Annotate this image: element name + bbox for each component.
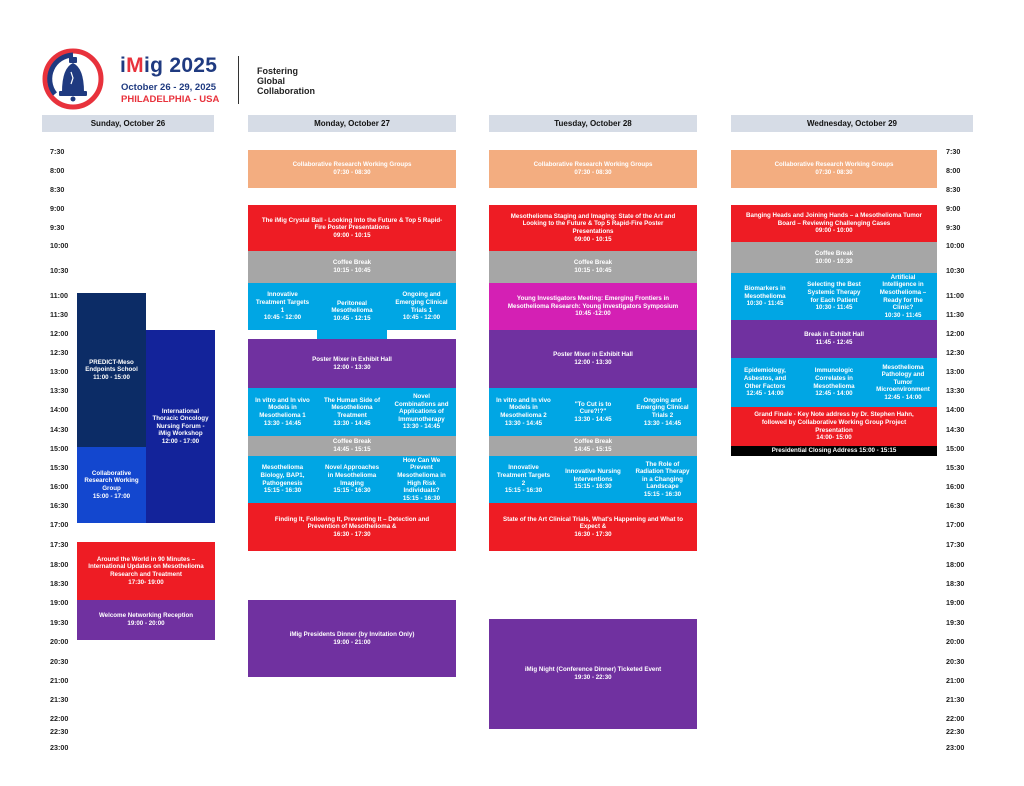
session-text-line: Selecting the Best — [807, 281, 861, 289]
time-label: 18:00 — [946, 560, 965, 569]
session-text-line: Mesothelioma — [813, 382, 855, 390]
time-label: 12:30 — [50, 348, 69, 357]
session-text-line: 10:15 - 10:45 — [333, 267, 371, 274]
session-text-line: 07:30 - 08:30 — [815, 169, 853, 176]
session-text-line: 15:15 - 16:30 — [402, 494, 441, 502]
session-text-line: High Risk — [407, 479, 436, 487]
time-label: 8:30 — [50, 185, 65, 194]
session-block[interactable] — [146, 330, 215, 523]
session-text-line: In vitro and In vivo — [496, 396, 551, 404]
time-label: 21:00 — [946, 676, 965, 685]
session-text-line: 14:45 - 15:15 — [333, 446, 371, 453]
session-text-line: Emerging Clinical — [395, 298, 448, 306]
session-text-line: 09:00 - 10:00 — [815, 227, 853, 235]
time-label: 22:30 — [50, 727, 69, 736]
time-label: 17:00 — [946, 520, 965, 529]
time-label: 19:30 — [50, 618, 69, 627]
time-label: 10:00 — [50, 241, 69, 250]
session-block[interactable] — [489, 619, 697, 729]
session-block[interactable] — [558, 388, 628, 436]
session-block[interactable] — [731, 242, 937, 273]
day-header-sunday: Sunday, October 26 — [42, 115, 214, 132]
time-label: 19:00 — [946, 598, 965, 607]
session-text-line: Mesothelioma Staging and Imaging: State of the Art and — [510, 212, 676, 220]
session-text-line: Grand Finale - Key Note address by Dr. Stephen Hahn, — [754, 411, 914, 419]
session-block[interactable] — [731, 407, 937, 446]
session-block[interactable] — [489, 330, 697, 388]
session-text-line: Pathogenesis — [262, 479, 303, 487]
session-text-line: Novel — [413, 393, 430, 401]
session-text-line: Mesothelioma — [882, 363, 924, 371]
time-label: 18:30 — [50, 579, 69, 588]
time-label: 14:30 — [50, 425, 69, 434]
session-text-line: Cure?!?" — [579, 408, 607, 416]
session-text-line: 07:30 - 08:30 — [333, 169, 371, 176]
session-text-line: 15:15 - 16:30 — [574, 483, 612, 491]
session-text-line: 16:30 - 17:30 — [333, 530, 371, 538]
session-text-line: 16:30 - 17:30 — [574, 530, 612, 538]
time-label: 12:30 — [946, 348, 965, 357]
time-label: 14:00 — [946, 405, 965, 414]
session-text-line: Innovative Nursing — [565, 468, 621, 476]
session-text-line: 12:00 - 13:30 — [574, 359, 612, 366]
time-label: 15:30 — [50, 463, 69, 472]
session-text-line: 10:30 - 11:45 — [884, 311, 922, 319]
conference-title: iMig 2025 — [120, 54, 218, 77]
session-text-line: Finding It, Following It, Preventing It – Detection and — [274, 515, 430, 523]
tagline: Fostering Global Collaboration — [257, 66, 315, 96]
time-label: 9:00 — [946, 204, 961, 213]
session-text-line: 15:15 - 16:30 — [643, 490, 682, 498]
session-text-line: Immunologic — [814, 367, 854, 375]
session-text-line: 2 — [521, 479, 526, 487]
session-text-line: "To Cut is to — [574, 400, 612, 408]
session-block[interactable] — [731, 320, 937, 358]
session-text-line: Microenvironment — [876, 386, 930, 394]
session-text-line: Asbestos, and — [743, 374, 787, 382]
session-block[interactable] — [248, 503, 456, 551]
session-text-line: In vitro and In vivo — [255, 396, 310, 404]
session-text-line: followed by Collaborative Working Group Project — [761, 418, 907, 426]
session-text-line: 13:30 - 14:45 — [643, 419, 682, 427]
time-label: 21:00 — [50, 676, 69, 685]
day-header-monday: Monday, October 27 — [248, 115, 456, 132]
session-text-line: The Role of — [645, 460, 680, 468]
time-label: 14:30 — [946, 425, 965, 434]
session-text-line: Presentation — [815, 426, 853, 434]
session-block[interactable] — [317, 388, 387, 436]
session-text-line: Models in — [509, 404, 538, 412]
session-text-line: Collaborative — [91, 469, 132, 477]
session-text-line: 1 — [280, 306, 285, 314]
session-block[interactable] — [248, 339, 456, 388]
session-block[interactable] — [731, 446, 937, 456]
session-block[interactable] — [799, 273, 869, 320]
session-text-line: 13:30 - 14:45 — [333, 419, 371, 427]
time-label: 19:30 — [946, 618, 965, 627]
session-text-line: Treatment — [337, 412, 367, 419]
session-text-line: 11:00 - 15:00 — [93, 373, 130, 381]
session-text-line: Applications of — [399, 408, 444, 416]
session-block[interactable] — [387, 283, 456, 330]
session-text-line: Combinations and — [394, 400, 449, 408]
session-text-line: 10:45 -12:00 — [575, 310, 611, 318]
session-text-line: Research and Treatment — [110, 571, 182, 578]
session-block[interactable] — [387, 388, 456, 436]
time-label: 15:00 — [946, 444, 965, 453]
session-text-line: Break in Exhibit Hall — [804, 331, 864, 339]
session-block[interactable] — [869, 273, 937, 320]
session-text-line: 09:00 - 10:15 — [333, 231, 371, 239]
session-text-line: PREDICT-Meso — [89, 358, 134, 366]
session-text-line: 15:15 - 16:30 — [263, 487, 302, 495]
time-label: 13:00 — [946, 367, 965, 376]
session-block[interactable] — [248, 388, 317, 436]
session-block[interactable] — [317, 456, 387, 503]
session-text-line: 12:00 - 17:00 — [161, 437, 200, 445]
session-text-line: Welcome Networking Reception — [98, 612, 194, 620]
session-text-line: Presentations — [572, 228, 614, 235]
time-label: 18:30 — [946, 579, 965, 588]
session-block[interactable] — [489, 251, 697, 283]
session-text-line: Epidemiology, — [744, 367, 786, 375]
session-block[interactable] — [628, 456, 697, 503]
session-text-line: Group — [102, 485, 121, 492]
session-text-line: Coffee Break — [573, 438, 613, 446]
session-text-line: Novel Approaches — [324, 464, 380, 472]
session-text-line: Treatment Targets — [255, 298, 310, 306]
session-text-line: Coffee Break — [332, 438, 372, 446]
session-text-line: Mesothelioma in — [397, 471, 446, 479]
session-text-line: How Can We — [402, 456, 441, 464]
session-block[interactable] — [248, 205, 456, 251]
session-block[interactable] — [489, 388, 558, 436]
day-header-wednesday: Wednesday, October 29 — [731, 115, 973, 132]
session-text-line: Fire Poster Presentations — [314, 224, 390, 232]
session-text-line: iMig Presidents Dinner (by Invitation Only) — [289, 630, 415, 638]
time-label: 22:00 — [50, 714, 69, 723]
session-text-line: Models in — [268, 404, 297, 412]
session-text-line: Artificial — [890, 273, 916, 281]
session-block[interactable] — [489, 503, 697, 551]
session-text-line: 13:30 - 14:45 — [504, 419, 543, 427]
time-label: 13:00 — [50, 367, 69, 376]
session-text-line: 07:30 - 08:30 — [574, 169, 612, 176]
session-text-line: Biology, BAP1, — [260, 471, 305, 479]
time-label: 10:00 — [946, 241, 965, 250]
session-text-line: Prevention of Mesothelioma & — [307, 523, 397, 531]
time-label: 20:30 — [50, 657, 69, 666]
session-block[interactable] — [489, 150, 697, 188]
conference-logo — [40, 48, 340, 108]
session-text-line: Collaborative Research Working Groups — [533, 161, 653, 169]
session-text-line: Treatment Targets — [496, 471, 551, 479]
time-label: 23:00 — [946, 743, 965, 752]
session-block[interactable] — [731, 273, 799, 320]
session-block[interactable] — [248, 436, 456, 456]
session-text-line: 13:30 - 14:45 — [574, 415, 612, 423]
session-text-line: 13:30 - 14:45 — [402, 423, 441, 431]
session-text-line: Board – Reviewing Challenging Cases — [777, 219, 891, 227]
session-text-line: Expect & — [579, 523, 607, 531]
time-label: 8:30 — [946, 185, 961, 194]
time-label: 10:30 — [946, 266, 965, 275]
time-label: 20:00 — [946, 637, 965, 646]
session-text-line: 10:45 - 12:00 — [263, 314, 302, 322]
time-label: 15:00 — [50, 444, 69, 453]
session-block[interactable] — [628, 388, 697, 436]
session-text-line: Ongoing and — [402, 291, 441, 299]
session-block[interactable] — [77, 447, 146, 523]
session-block[interactable] — [731, 150, 937, 188]
session-text-line: 19:00 - 20:00 — [127, 620, 165, 627]
time-label: 16:30 — [946, 501, 965, 510]
session-text-line: Intelligence in — [882, 281, 924, 289]
session-text-line: Mesothelioma — [331, 404, 373, 412]
session-text-line: 19:00 - 21:00 — [333, 638, 371, 646]
session-text-line: 09:00 - 10:15 — [574, 235, 612, 243]
time-label: 11:30 — [50, 310, 68, 319]
time-label: 9:00 — [50, 204, 65, 213]
session-text-line: Systemic Therapy — [807, 288, 861, 296]
time-label: 19:00 — [50, 598, 69, 607]
time-label: 18:00 — [50, 560, 69, 569]
session-text-line: 10:45 - 12:15 — [333, 314, 371, 322]
session-text-line: 19:30 - 22:30 — [574, 674, 612, 681]
time-label: 16:00 — [50, 482, 69, 491]
session-text-line: 12:45 - 14:00 — [815, 390, 853, 398]
session-text-line: Radiation Therapy — [635, 468, 690, 476]
session-text-line: Trials 2 — [651, 412, 674, 419]
time-label: 13:30 — [50, 386, 69, 395]
session-text-line: Interventions — [573, 475, 613, 483]
session-block[interactable] — [558, 456, 628, 503]
session-block[interactable] — [248, 150, 456, 188]
session-text-line: Immunotherapy — [398, 415, 445, 423]
time-label: 11:30 — [946, 310, 964, 319]
session-text-line: Collaborative Research Working Groups — [292, 161, 412, 169]
time-label: 7:30 — [946, 147, 961, 156]
time-label: 11:00 — [50, 291, 68, 300]
conference-city: PHILADELPHIA - USA — [121, 94, 220, 105]
session-text-line: 11:45 - 12:45 — [815, 339, 853, 346]
session-text-line: Innovative — [267, 291, 298, 299]
session-text-line: Poster Mixer in Exhibit Hall — [312, 355, 392, 363]
session-text-line: Research Working — [84, 477, 139, 485]
time-label: 22:00 — [946, 714, 965, 723]
session-text-line: Thoracic Oncology — [152, 415, 209, 423]
session-text-line: Coffee Break — [573, 259, 613, 267]
session-text-line: 10:30 - 11:45 — [815, 304, 853, 312]
session-text-line: 10:15 - 10:45 — [574, 267, 612, 274]
session-text-line: 12:45 - 14:00 — [746, 390, 784, 398]
session-text-line: Mesothelioma — [261, 464, 304, 472]
session-text-line: The Human Side of — [323, 396, 381, 404]
session-block[interactable] — [387, 456, 456, 503]
session-block[interactable] — [731, 358, 799, 407]
time-label: 20:00 — [50, 637, 69, 646]
session-text-line: 10:45 - 12:00 — [402, 314, 441, 322]
session-text-line: Mesothelioma 1 — [259, 412, 306, 419]
session-text-line: in a Changing — [642, 475, 683, 483]
session-block[interactable] — [248, 456, 317, 503]
session-text-line: Coffee Break — [814, 249, 854, 257]
session-text-line: iMig Night (Conference Dinner) Ticketed Event — [524, 666, 662, 674]
session-block[interactable] — [77, 542, 215, 600]
session-text-line: Ongoing and — [643, 396, 682, 404]
session-text-line: Ready for the — [883, 296, 923, 304]
session-block[interactable] — [77, 600, 215, 640]
session-text-line: Clinic? — [892, 304, 914, 312]
session-text-line: Banging Heads and Joining Hands – a Mesothelioma Tumor — [746, 212, 922, 220]
session-text-line: Presidential Closing Address 15:00 - 15:15 — [771, 447, 897, 455]
session-block[interactable] — [731, 205, 937, 242]
session-text-line: 17:30- 19:00 — [128, 578, 164, 586]
session-text-line: Nursing Forum - — [156, 422, 205, 430]
session-text-line: Other Factors — [744, 382, 786, 390]
session-block[interactable] — [799, 358, 869, 407]
time-label: 17:00 — [50, 520, 69, 529]
time-label: 21:30 — [946, 695, 965, 704]
time-label: 22:30 — [946, 727, 965, 736]
session-text-line: Looking to the Future & Top 5 Rapid-Fire Poster — [522, 220, 664, 228]
day-header-tuesday: Tuesday, October 28 — [489, 115, 697, 132]
time-label: 7:30 — [50, 147, 65, 156]
session-text-line: Innovative — [508, 464, 539, 472]
session-text-line: Imaging — [340, 479, 364, 487]
session-text-line: for Each Patient — [810, 296, 858, 304]
session-block[interactable] — [317, 283, 387, 339]
session-text-line: Mesothelioma — [331, 307, 373, 315]
session-text-line: Poster Mixer in Exhibit Hall — [553, 351, 633, 359]
time-label: 8:00 — [50, 166, 65, 175]
session-block[interactable] — [248, 251, 456, 283]
session-text-line: Around the World in 90 Minutes – — [96, 555, 196, 563]
time-label: 12:00 — [946, 329, 965, 338]
session-text-line: Individuals? — [403, 487, 440, 495]
session-text-line: Mesothelioma 2 — [500, 412, 547, 419]
time-label: 12:00 — [50, 329, 69, 338]
time-label: 23:00 — [50, 743, 69, 752]
conference-dates: October 26 - 29, 2025 — [121, 82, 217, 93]
liberty-bell-logo-icon — [42, 48, 106, 110]
time-label: 20:30 — [946, 657, 965, 666]
session-text-line: 14:00- 15:00 — [816, 434, 852, 442]
session-text-line: Prevent — [410, 464, 433, 472]
session-text-line: Endpoints School — [85, 366, 138, 374]
time-label: 17:30 — [50, 540, 69, 549]
session-text-line: Mesothelioma Research: Young Investigators Symposium — [507, 302, 679, 310]
session-text-line: Tumor — [893, 378, 913, 386]
time-label: 21:30 — [50, 695, 69, 704]
time-label: 14:00 — [50, 405, 69, 414]
session-text-line: Mesothelioma — [744, 292, 786, 300]
session-text-line: 15:15 - 16:30 — [504, 487, 543, 495]
session-text-line: 10:00 - 10:30 — [815, 257, 853, 265]
session-text-line: 13:30 - 14:45 — [263, 419, 302, 427]
session-block[interactable] — [489, 456, 558, 503]
session-text-line: Landscape — [646, 483, 679, 491]
session-block[interactable] — [489, 283, 697, 330]
session-text-line: in Mesothelioma — [327, 471, 377, 479]
time-label: 17:30 — [946, 540, 965, 549]
session-text-line: Biomarkers in — [744, 285, 786, 293]
session-text-line: 15:15 - 16:30 — [333, 487, 371, 495]
session-text-line: 12:45 - 14:00 — [884, 393, 922, 401]
session-text-line: 15:00 - 17:00 — [92, 492, 131, 500]
session-text-line: 10:30 - 11:45 — [746, 300, 784, 308]
logo-divider — [238, 56, 239, 104]
session-text-line: Collaborative Research Working Groups — [774, 161, 894, 169]
session-text-line: iMig Workshop — [158, 430, 203, 438]
session-text-line: 14:45 - 15:15 — [574, 446, 612, 453]
session-text-line: Mesothelioma – — [879, 288, 927, 296]
session-block[interactable] — [248, 283, 317, 330]
time-label: 16:00 — [946, 482, 965, 491]
session-block[interactable] — [248, 600, 456, 677]
time-label: 13:30 — [946, 386, 965, 395]
session-text-line: State of the Art Clinical Trials, What's Happening and What to — [502, 515, 683, 523]
session-text-line: Coffee Break — [332, 259, 372, 267]
session-text-line: International — [161, 407, 200, 415]
session-text-line: International Updates on Mesothelioma — [88, 563, 204, 571]
session-block[interactable] — [77, 293, 146, 447]
time-label: 8:00 — [946, 166, 961, 175]
session-text-line: Pathology and — [881, 371, 925, 379]
session-text-line: 12:00 - 13:30 — [333, 363, 371, 371]
session-text-line: Peritoneal — [337, 299, 367, 307]
session-text-line: Correlates in — [815, 374, 853, 382]
session-block[interactable] — [869, 358, 937, 407]
session-block[interactable] — [489, 436, 697, 456]
time-label: 11:00 — [946, 291, 964, 300]
session-text-line: Trials 1 — [410, 306, 433, 314]
session-text-line: Emerging Clinical — [636, 404, 689, 412]
time-label: 9:30 — [946, 223, 961, 232]
session-block[interactable] — [489, 205, 697, 251]
time-label: 9:30 — [50, 223, 65, 232]
time-label: 10:30 — [50, 266, 69, 275]
time-label: 15:30 — [946, 463, 965, 472]
session-text-line: Young Investigators Meeting: Emerging Frontiers in — [516, 295, 670, 303]
time-label: 16:30 — [50, 501, 69, 510]
session-text-line: The iMig Crystal Ball - Looking Into the Future & Top 5 Rapid- — [261, 216, 443, 224]
